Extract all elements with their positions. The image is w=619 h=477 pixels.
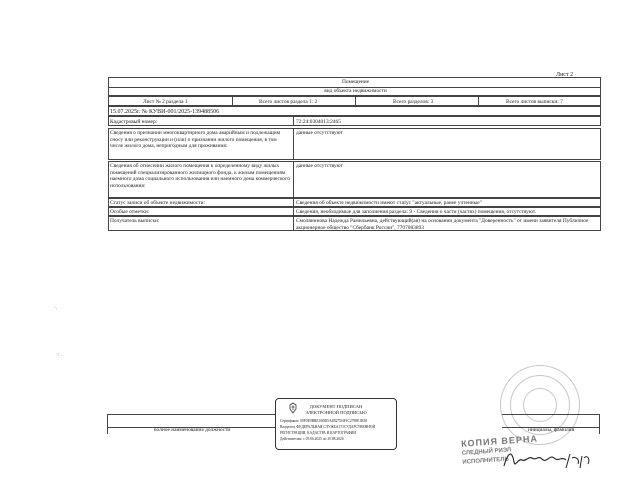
meta-sheet-of-section: Лист № 2 раздела 1 [143,98,188,105]
stamp-line: Действителен: с 05.06.2025 по 29.08.2026 [280,437,344,441]
info-row [108,216,601,231]
heading: Помещение [342,79,369,85]
initials-label: инициалы, фамилия [527,427,575,433]
row-value: Сведения, необходимые для заполнения раздела: 9 - Сведения о части (частях) помещения, отсутствуют. [296,209,537,215]
row-label: Получатель выписки: [110,218,160,224]
cadastral-row [108,116,601,126]
stamp-line: Владелец: ФЕДЕРАЛЬНАЯ СЛУЖБА ГОСУДАРСТВЕННОЙ [280,425,376,429]
stamp-line: Сертификат: 00F0E9BBE1B0D5A4B27D4F1C2798E1B38 [280,419,368,423]
copy-stamp-line: СЛЕДНЫЙ РИЭЛ [461,447,512,457]
row-label: Сведения об отнесении жилого помещения к определенному виду жилых помещений специализированного жилищного фонда, к жилым помещениям наемного дома социального использования или наемного дома коммерческого использования: [110,163,290,189]
record-line: 15.07.2025г. № КУВИ-001/2025-139488506 [110,108,220,115]
stamp-title-1: ДОКУМЕНТ ПОДПИСАН [309,404,363,409]
info-row [108,128,601,160]
row-value: данные отсутствуют [296,130,343,136]
subheading: вид объекта недвижимости [324,88,387,94]
row-label: Статус записи об объекте недвижимости: [110,200,206,206]
meta-total-sections: Всего разделов: 3 [393,98,434,105]
cadastral-value: 72:24:0304013:2465 [296,118,341,125]
record-line-row [108,106,601,116]
cadastral-label: Кадастровый номер: [110,118,158,125]
copy-stamp-line: ИСПОЛНИТЕЛЬ [462,456,510,466]
copy-stamp-line: КОПИЯ ВЕРНА [460,433,539,449]
heading-block [108,77,601,96]
scan-mark: ·. [54,305,58,311]
meta-total-sheets-section: Всего листов раздела 1: 2 [259,98,318,105]
meta-total-sheets-extract: Всего листов выписки: 7 [506,98,563,105]
extract-form [108,77,601,231]
scan-mark: ·: . [56,352,63,358]
position-label: полное наименование должности [153,427,231,433]
row-label: Сведения о признании многоквартирного дома аварийным и подлежащим сносу или реконструкции и (или) о признании жилого помещения, в том числе жилого дома, непригодным для проживания: [110,130,281,150]
info-row [108,207,601,216]
e-signature-stamp [275,398,397,450]
info-row [108,161,601,198]
row-label: Особые отметки: [110,209,150,215]
stamp-title-2: ЭЛЕКТРОННОЙ ПОДПИСЬЮ [305,410,367,415]
row-value: Сведения об объекте недвижимости имеют статус "актуальные, ранее учтенные" [296,200,482,206]
info-row [108,198,601,207]
handwritten-signature [500,446,595,474]
meta-row [108,96,601,106]
row-value: данные отсутствуют [296,163,343,169]
sheet-label: Лист 2 [556,72,574,78]
row-value: Смолянинова Надежда Рамильевна, действующий(ая) на основании документа "Доверенность" от имени заявителя Публичное акционерное общество "Сбербанк России", 7707083893 [296,218,589,231]
stamp-line: РЕГИСТРАЦИИ, КАДАСТРА И КАРТОГРАФИИ [280,431,356,435]
